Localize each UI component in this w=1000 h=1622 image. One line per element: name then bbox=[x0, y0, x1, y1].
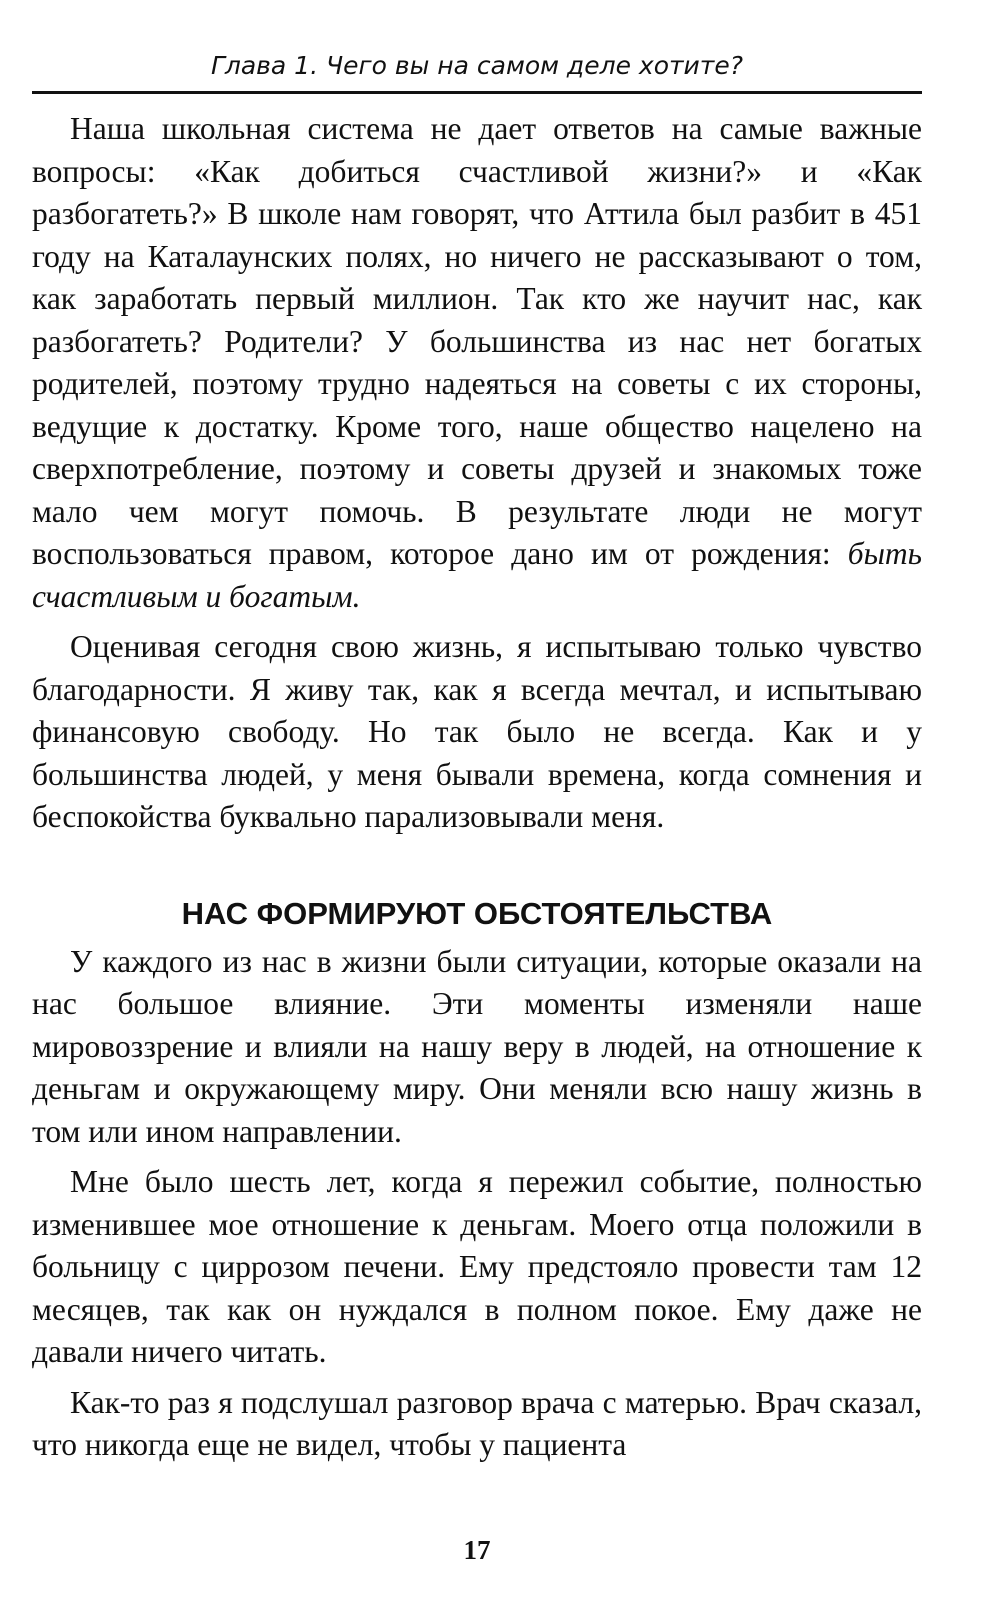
body-text bbox=[32, 108, 922, 1467]
header-rule bbox=[32, 91, 922, 94]
paragraph-2: Оценивая сегодня свою жизнь, я испытываю только чувство благодарности. Я живу так, как я всегда мечтал, и испытываю финансовую свободу. Но так было не всегда. Как и у большинства людей, у меня бывали времена, когда сомнения и беспокойства буквально парализовывали меня. bbox=[32, 629, 922, 834]
paragraph-3: У каждого из нас в жизни были ситуации, которые оказали на нас большое влияние. Эти моменты изменяли наше мировоззрение и влияли на нашу веру в людей, на отношение к деньгам и окружающему миру. Они меняли всю нашу жизнь в том или ином направлении. bbox=[32, 943, 922, 1149]
paragraph-1 bbox=[32, 108, 922, 618]
page-number: 17 bbox=[463, 1535, 491, 1565]
running-head: Глава 1. Чего вы на самом деле хотите? bbox=[210, 51, 744, 80]
paragraph-1-text: Наша школьная система не дает ответов на самые важные вопросы: «Как добиться счастливой жизни?» и «Как разбогатеть?» В школе нам говорят, что Аттила был разбит в 451 году на Каталаунских полях, но ничего не рассказывают о том, как заработать первый миллион. Так кто же научит нас, как разбогатеть? Родители? У большинства из нас нет богатых родителей, поэтому трудно надеяться на советы с их стороны, ведущие к достатку. Кроме того, наше общество нацелено на сверхпотребление, поэтому и советы друзей и знакомых тоже мало чем могут помочь. В результате люди не могут воспользоваться правом, которое дано им от рождения: bbox=[32, 111, 922, 571]
paragraph-4: Мне было шесть лет, когда я пережил событие, полностью изменившее мое отношение к деньгам. Моего отца положили в больницу с циррозом печени. Ему предстояло провести там 12 месяцев, так как он нуждался в полном покое. Ему даже не давали ничего читать. bbox=[32, 1164, 922, 1369]
section-heading: НАС ФОРМИРУЮТ ОБСТОЯТЕЛЬСТВА bbox=[181, 895, 773, 931]
paragraph-5: Как-то раз я подслушал разговор врача с матерью. Врач сказал, что никогда еще не видел, чтобы у пациента bbox=[32, 1384, 922, 1462]
paragraph-1-emphasis: быть счастливым и богатым. bbox=[32, 536, 922, 614]
